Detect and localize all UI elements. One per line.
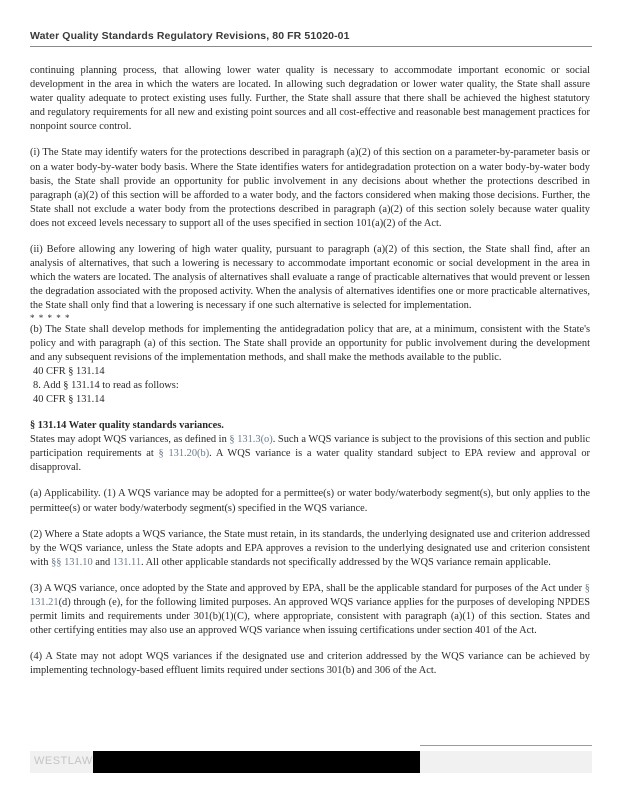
paragraph-a-3-text-2: (d) through (e), for the following limited purposes. An approved WQS variance applies for the purposes of developing NPDES permit limits and requirements under 301(b)(1)(C), where appropriate, consistent with paragraph (a)(1) of this section. States and other certifying entities may also use an approved WQS variance when issuing certifications under section 401 of the Act.	[30, 597, 590, 637]
paragraph-a-4: (4) A State may not adopt WQS variances if the designated use and criterion addressed by the WQS variance can be achieved by implementing technology-based effluent limits required under sections 301(b) and 306 of the Act.	[30, 651, 590, 677]
citation-link-131-3-o[interactable]: § 131.3(o)	[229, 434, 273, 446]
citation-link-131-11[interactable]: 131.11	[112, 556, 142, 568]
footer-brand-logo: WESTLAW	[34, 755, 93, 767]
paragraph-a-3	[30, 582, 590, 638]
amendment-instruction: 8. Add § 131.14 to read as follows:	[33, 379, 179, 391]
citation-link-131-20-b[interactable]: § 131.20(b)	[158, 448, 210, 460]
paragraph-a-1: (a) Applicability. (1) A WQS variance may be adopted for a permittee(s) or water body/waterbody segment(s), but only applies to the permittee(s) or water body/waterbody segment(s) specified in the WQS variance.	[30, 488, 590, 514]
page-header-title: Water Quality Standards Regulatory Revisions, 80 FR 51020-01	[30, 30, 350, 42]
paragraph-a-2-text-2: and	[92, 556, 113, 568]
paragraph-a-2-text-1: (2) Where a State adopts a WQS variance, the State must retain, in its standards, the underlying designated use and criterion addressed by the WQS variance, unless the State adopts and EPA approves a revision to the underlying designated use and criterion consistent with	[30, 528, 590, 568]
paragraph-intro-text-2: . Such a WQS variance is subject to the provisions of this section and public participation requirements at	[30, 434, 590, 460]
footer-divider	[420, 745, 592, 746]
paragraph-i: (i) The State may identify waters for the protections described in paragraph (a)(2) of this section on a parameter-by-parameter basis or on a water body-by-water body basis. Where the State identifies waters for antidegradation protection on a water body-by-water body basis, the State shall provide an opportunity for public involvement in any decisions about whether the protections described in paragraph (a)(2) of this section will be afforded to a water body, and the factors considered when making those decisions. Further, the State shall not exclude a water body from the protections described in paragraph (a)(2) of this section solely because water quality does not exceed levels necessary to support all of the uses specified in section 101(a)(2) of the Act.	[30, 147, 590, 229]
paragraph-a-3-text-1: (3) A WQS variance, once adopted by the State and approved by EPA, shall be the applicable standard for purposes of the Act under	[30, 582, 585, 594]
header-divider	[30, 46, 592, 47]
omission-stars: * * * * *	[30, 312, 71, 323]
document-body	[30, 64, 590, 690]
paragraph-intro-text-1: States may adopt WQS variances, as defined in	[30, 434, 230, 446]
cfr-citation-1: 40 CFR § 131.14	[33, 365, 105, 377]
paragraph-intro	[30, 433, 590, 475]
redaction-block	[93, 751, 420, 773]
paragraph-ii: (ii) Before allowing any lowering of high water quality, pursuant to paragraph (a)(2) of this section, the State shall find, after an analysis of alternatives, that such a lowering is necessary to accommodate important economic or social development in the area in which the waters are located. The analysis of alternatives shall evaluate a range of practicable alternatives that would prevent or lessen the degradation associated with the proposed activity. When the analysis of alternatives identifies one or more practicable alternatives, the State shall only find that a lowering is necessary if one such alternative is selected for implementation.	[30, 244, 590, 312]
cfr-citation-2: 40 CFR § 131.14	[33, 393, 105, 405]
citation-link-131-21[interactable]: § 131.21	[30, 582, 590, 608]
citation-link-131-10[interactable]: §§ 131.10	[51, 556, 93, 568]
section-heading: § 131.14 Water quality standards variances.	[30, 420, 224, 432]
paragraph-a-2	[30, 528, 590, 570]
paragraph-b: (b) The State shall develop methods for implementing the antidegradation policy that are, at a minimum, consistent with the State's policy and with paragraph (a) of this section. The State shall provide an opportunity for public involvement during the development and any subsequent revisions of the implementation methods, and shall make the methods available to the public.	[30, 323, 590, 363]
paragraph-a-2-text-3: . All other applicable standards not specifically addressed by the WQS variance remain applicable.	[141, 556, 551, 568]
paragraph-continuation: continuing planning process, that allowing lower water quality is necessary to accommodate important economic or social development in the area in which the waters are located. In allowing such degradation or lower water quality, the State shall assure water quality adequate to protect existing uses fully. Further, the State shall assure that there shall be achieved the highest statutory and regulatory requirements for all new and existing point sources and all cost-effective and reasonable best management practices for nonpoint source control.	[30, 65, 590, 133]
paragraph-intro-text-3: . A WQS variance is a water quality standard subject to EPA review and approval or disapproval.	[30, 448, 591, 474]
